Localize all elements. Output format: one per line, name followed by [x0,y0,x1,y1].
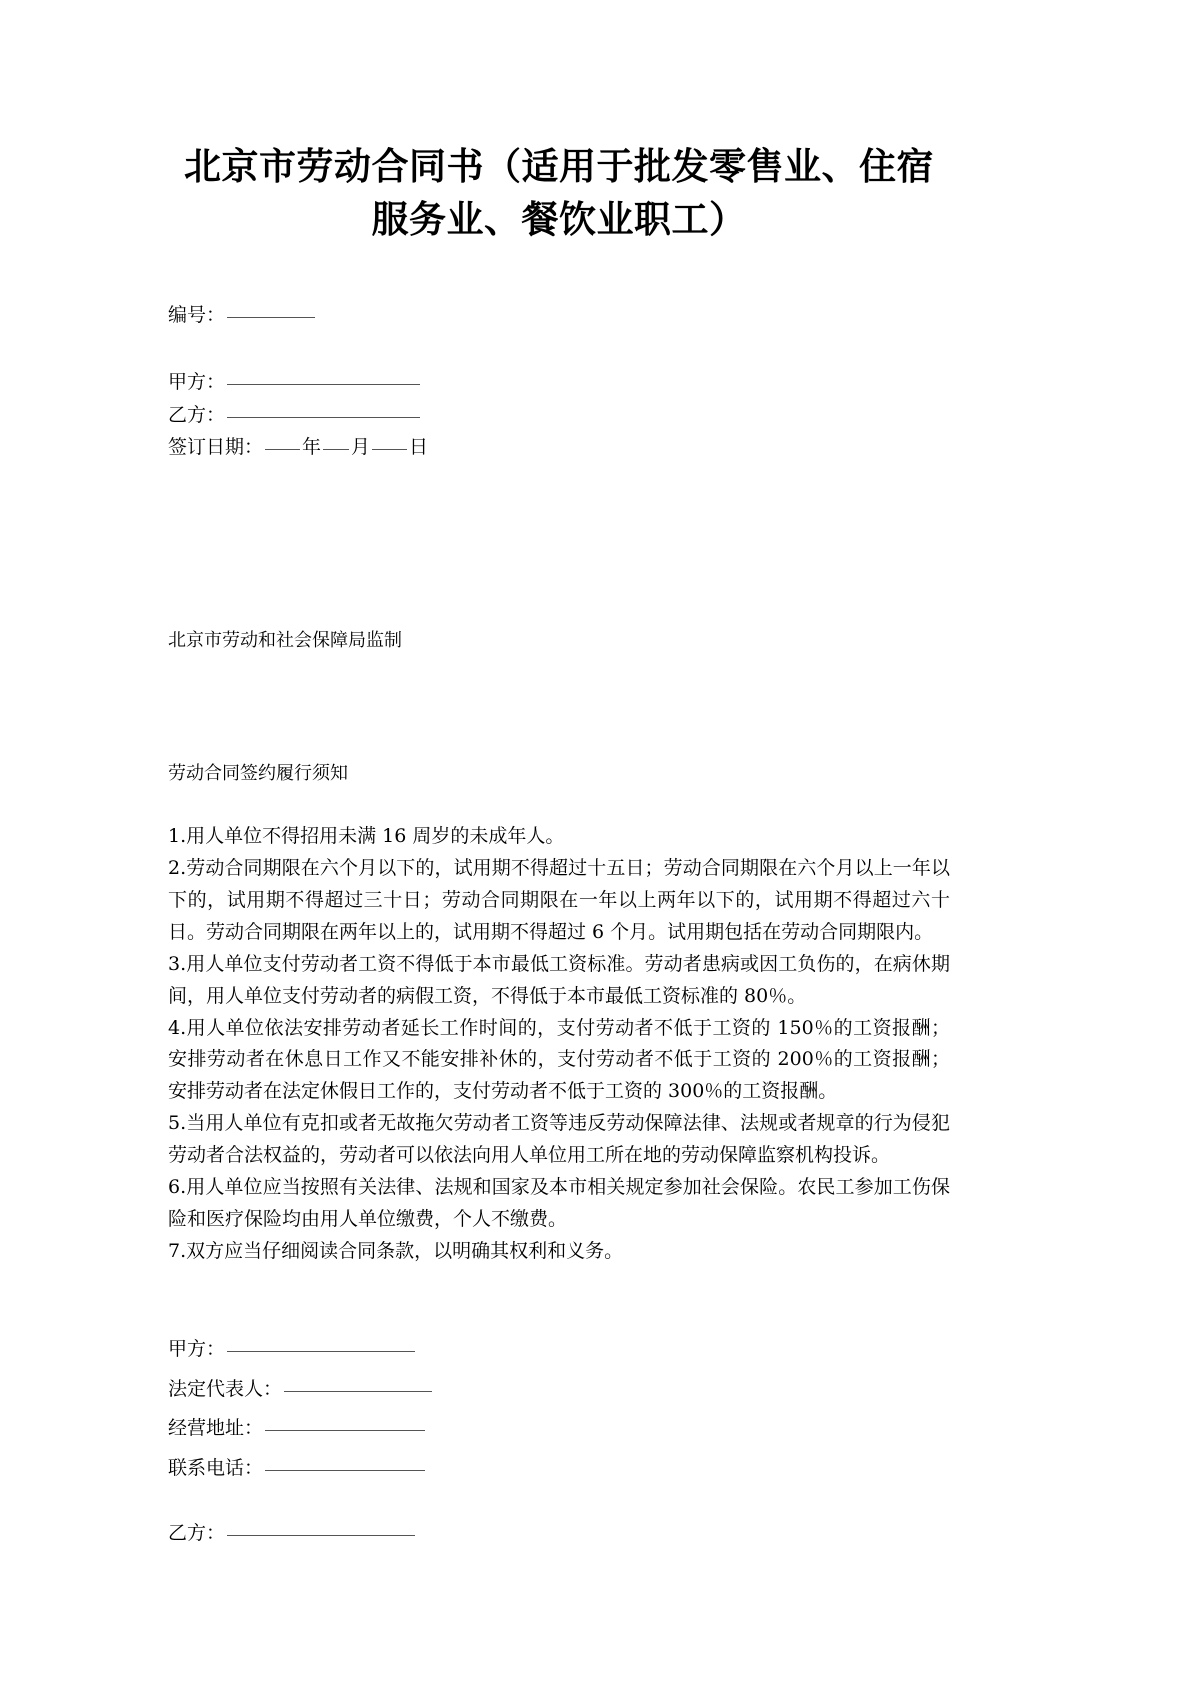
sign-date-label: 签订日期： [168,436,264,459]
header-form-block [168,300,950,463]
signature-row-party-a [168,1334,950,1365]
number-label: 编号： [168,304,226,327]
spacer [168,1484,950,1518]
legal-representative-rule[interactable] [284,1391,432,1392]
party-a-input-rule[interactable] [227,384,420,385]
sign-date-month-rule[interactable] [323,449,349,450]
signature-party-a-label: 甲方： [168,1337,226,1360]
notice-item: 3.用人单位支付劳动者工资不得低于本市最低工资标准。劳动者患病或因工负伤的，在病休期间，用人单位支付劳动者的病假工资，不得低于本市最低工资标准的 80％。 [168,952,950,1007]
contact-phone-rule[interactable] [265,1470,425,1471]
contact-phone-label: 联系电话： [168,1457,264,1480]
sign-date-year-unit: 年 [302,436,322,459]
sign-date-day-unit: 日 [409,436,429,459]
number-input-rule[interactable] [227,317,315,318]
field-row-party-b [168,400,950,431]
notice-item: 2.劳动合同期限在六个月以下的，试用期不得超过十五日；劳动合同期限在六个月以上一年以下的，试用期不得超过三十日；劳动合同期限在一年以上两年以下的，试用期不得超过六十日。劳动合同期限在两年以上的，试用期不得超过 6 个月。试用期包括在劳动合同期限内。 [168,857,950,943]
signature-party-a-rule[interactable] [227,1351,415,1352]
party-b-label: 乙方： [168,403,226,426]
signature-row-contact-phone [168,1453,950,1484]
notice-heading: 劳动合同签约履行须知 [168,763,348,785]
sign-date-month-unit: 月 [351,436,371,459]
party-a-label: 甲方： [168,370,226,393]
signature-row-party-b [168,1518,950,1549]
legal-representative-label: 法定代表人： [168,1377,283,1400]
sign-date-day-rule[interactable] [372,449,407,450]
field-row-number [168,300,950,331]
notice-item: 6.用人单位应当按照有关法律、法规和国家及本市相关规定参加社会保险。农民工参加工伤保险和医疗保险均由用人单位缴费，个人不缴费。 [168,1176,950,1230]
page-title: 北京市劳动合同书（适用于批发零售业、住宿服务业、餐饮业职工） [184,144,934,241]
issuing-authority: 北京市劳动和社会保障局监制 [168,630,402,652]
business-address-label: 经营地址： [168,1417,264,1440]
signature-party-b-rule[interactable] [227,1535,415,1536]
document-content [168,0,950,1549]
field-row-party-a [168,367,950,398]
signature-row-legal-rep [168,1374,950,1405]
signature-block [168,1334,950,1549]
signature-row-business-address [168,1413,950,1444]
notice-item: 7.双方应当仔细阅读合同条款，以明确其权利和义务。 [168,1239,624,1262]
notice-item: 1.用人单位不得招用未满 16 周岁的未成年人。 [168,825,565,848]
party-b-input-rule[interactable] [227,417,420,418]
field-row-sign-date [168,432,950,463]
notice-item: 5.当用人单位有克扣或者无故拖欠劳动者工资等违反劳动保障法律、法规或者规章的行为侵犯劳动者合法权益的，劳动者可以依法向用人单位用工所在地的劳动保障监察机构投诉。 [168,1112,950,1167]
sign-date-year-rule[interactable] [265,449,300,450]
signature-party-b-label: 乙方： [168,1521,226,1544]
notice-list [168,821,950,1268]
notice-item: 4.用人单位依法安排劳动者延长工作时间的，支付劳动者不低于工资的 150％的工资报酬；安排劳动者在休息日工作又不能安排补休的，支付劳动者不低于工资的 200％的工资报酬；安排劳动者在法定休假日工作的，支付劳动者不低于工资的 300％的工资报酬。 [168,1016,950,1103]
business-address-rule[interactable] [265,1430,425,1431]
